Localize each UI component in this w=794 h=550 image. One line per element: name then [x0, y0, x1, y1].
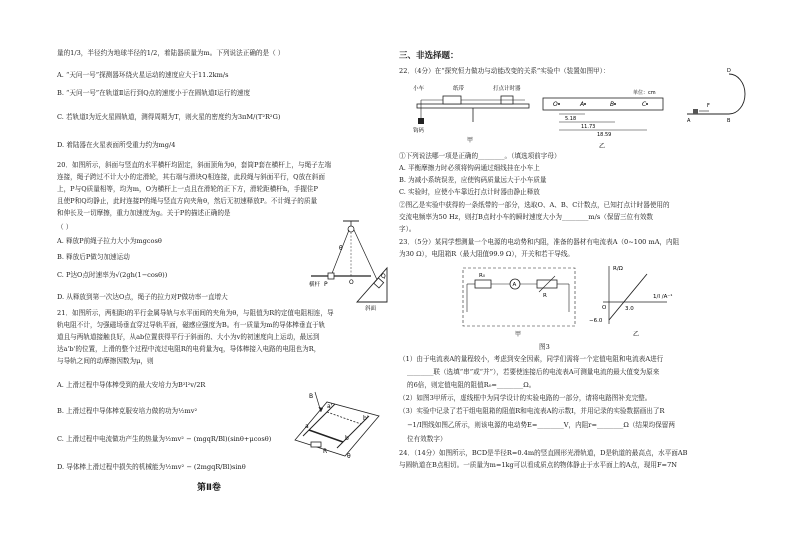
q19-option-d: D. 着陆器在火星表面所受重力约为mg/4 [57, 141, 176, 149]
q23-figure [457, 262, 677, 346]
q22-figure [413, 78, 723, 150]
q22-stem: 22．（4分）在“探究恒力做功与动能改变的关系”实验中（装置如图甲）： [399, 67, 610, 75]
label-weight: 钩码 [413, 128, 425, 134]
label-bar: 横杆 [309, 282, 321, 288]
label-jia: 甲 [515, 331, 522, 338]
q23-stem-2: 为30 Ω），电阻箱R（最大阻值99.9 Ω），开关和若干导线。 [399, 250, 575, 258]
tick-minus-6: −6.0 [589, 318, 603, 324]
graph-line [609, 274, 647, 320]
q23-part-2: （2）如图3甲所示，虚线框中为同学设计的实验电路的一部分，请将电路图补充完整。 [399, 394, 652, 402]
label-o: O [349, 279, 354, 286]
tick-3: 3.0 [625, 306, 634, 312]
q24-diagram [685, 64, 745, 126]
block [693, 109, 698, 114]
label-theta: θ [347, 453, 351, 460]
q22-sub-2c: 字）。 [399, 225, 416, 233]
label-a: A [687, 118, 691, 124]
q20-figure [309, 218, 389, 312]
label-y-axis: R/Ω [613, 266, 623, 272]
label-incline: 斜面 [365, 306, 377, 312]
label-tape: 纸带 [453, 86, 465, 92]
label-d: D [727, 68, 731, 74]
dim-label-ob: 11.73 [581, 124, 596, 130]
point-a [584, 103, 586, 105]
q21-line-4: 达a'b'的位置，上滑的整个过程中流过电阻R的电荷量为q，导体棒接入电路的电阻也为R， [57, 345, 321, 353]
label-timer: 打点计时器 [493, 86, 521, 92]
q23-part-1c: 的6倍，则定值电阻的阻值R₀=________Ω。 [407, 381, 536, 389]
resistor-r [311, 442, 321, 447]
label-a: A [580, 101, 585, 108]
label-r0: R₀ [479, 273, 486, 279]
q19-option-b: B. “天问一号”在轨道Ⅱ运行到Q点的速度小于在圆轨道Ⅰ运行的速度 [57, 89, 251, 97]
q23-part-1b: ________联（选填“串”或“并”），若要使连接后的电流表A可测量电流的最大值变为原来 [407, 368, 660, 376]
label-q: Q [381, 273, 386, 280]
q20-option-c: C. P达O点时速率为√(2gh(1−cosθ)) [57, 271, 168, 279]
label-yi: 乙 [599, 143, 606, 150]
q21-option-b: B. 上滑过程中导体棒克服安培力做的功为½mv² [57, 407, 198, 415]
q24-figure [685, 64, 745, 126]
label-b-prime: b' [363, 415, 369, 422]
q21-line-3: 道且与两轨道接触良好，从ab位置获得平行于斜面的、大小为v的初速度向上运动，最远到 [57, 333, 320, 341]
point-c [646, 103, 648, 105]
q22-sub-2b: 交流电频率为50 Hz，则打B点时小车的瞬时速度大小为________m/s（保留三位有效数 [399, 213, 654, 221]
label-f: F [707, 103, 710, 109]
rope-left [331, 230, 349, 276]
label-o: O [553, 101, 558, 108]
q22-option-b: B. 为减小系统误差，应使钩码质量远大于小车质量 [399, 176, 547, 184]
q23-part-1a: （1）由于电流表A的量程较小，考虑到安全因素，同学们需将一个定值电阻和电流表A进行 [399, 355, 664, 363]
sleeve-p [328, 273, 334, 279]
q19-option-c: C. 若轨道Ⅰ为近火星圆轨道，测得周期为T，则火星的密度约为3πM/(T²R²G) [57, 113, 281, 121]
label-b: B [610, 101, 615, 108]
label-p: P [324, 281, 328, 288]
label-origin: O [602, 305, 607, 311]
q23-part-3a: （3）实验中记录了若干组电阻箱的阻值R和电流表A的示数I，并用记录的实验数据画出了R [399, 407, 665, 415]
q21-line-2: 轨电阻不计，匀强磁场垂直穿过导轨平面，磁感应强度为B。有一质量为m的导体棒垂直于轨 [57, 321, 326, 329]
label-unit: 单位：cm [633, 90, 656, 96]
label-ammeter: A [512, 282, 517, 288]
dim-label-oc: 18.59 [597, 132, 612, 138]
q22-option-c: C. 实验时，应使小车靠近打点计时器由静止释放 [399, 188, 540, 196]
q21-diagram [285, 362, 385, 462]
label-field-b: B [309, 393, 314, 400]
label-yi: 乙 [633, 331, 640, 338]
q21-option-a: A. 上滑过程中导体棒受到的最大安培力为B²l²v/2R [57, 381, 206, 389]
q20-option-d: D. 从释放到第一次达O点，绳子的拉力对P做功率一直增大 [57, 293, 228, 301]
q21-option-d: D. 导体棒上滑过程中损失的机械能为½mv² − (2mgqR/Bl)sinθ [57, 463, 246, 471]
q22-diagram [413, 78, 723, 150]
q22-sub-2: ②图乙是实验中获得的一条纸带的一部分，选取O、A、B、C计数点，已知打点计时器使用的 [399, 201, 670, 209]
label-r: R [543, 293, 547, 299]
q20-line-2: 连接，绳子跨过不计大小的定滑轮，其右端与滑块Q相连接，此段绳与斜面平行，Q放在斜面 [57, 173, 325, 181]
q21-option-c: C. 上滑过程中电流做功产生的热量为½mv² − (mgqR/Bl)(sinθ+μcosθ) [57, 435, 272, 443]
label-a: a [305, 423, 309, 430]
q21-figure [285, 362, 385, 462]
q21-line-1: 21．如图所示，两相距l的平行金属导轨与水平面间的夹角为θ，与阻值为R的定值电阻相连，导 [57, 309, 334, 317]
q23-stem-1: 23．（5分）某同学想测量一个电源的电动势和内阻，准备的器材有电流表A（0~100 mA，内阻 [399, 238, 680, 246]
q19-option-a: A. “天问一号”探测器环绕火星运动的速度应大于11.2km/s [57, 71, 229, 79]
point-o [558, 103, 560, 105]
q20-line-3: 上，P与Q质量相等，均为m，O为横杆上一点且在滑轮的正下方，滑轮距横杆h，手握住P [57, 185, 318, 193]
label-c: C [642, 101, 647, 108]
label-theta: θ [339, 245, 343, 252]
q20-option-b: B. 释放后P做匀加速运动 [57, 253, 130, 261]
circular-track [729, 74, 745, 114]
point-b [614, 103, 616, 105]
q24-line-2: 与圆轨道在B点相切。一质量为m=1kg可以看成质点的物体静止于水平面上的A点，现用F=7N [399, 461, 678, 469]
label-x-axis: 1/I /A⁻¹ [653, 294, 673, 300]
resistor-r0 [475, 280, 491, 288]
label-b: B [727, 118, 731, 124]
label-cart: 小车 [413, 86, 425, 92]
hook-weight [418, 118, 424, 124]
q23-part-3c: 位有效数字） [407, 435, 447, 443]
q20-line-4: 且使P和Q均静止，此时连接P的绳与竖直方向夹角θ，然后无初速释放P。不计绳子的质量 [57, 197, 318, 205]
q20-line-1: 20．如图所示，斜面与竖直的水平横杆均固定，斜面顶角为θ，套筒P套在横杆上，与绳子左端 [57, 161, 331, 169]
label-a-prime: a' [327, 403, 333, 410]
track-board [417, 104, 529, 108]
rod-a-prime-b-prime [327, 412, 361, 424]
q21-line-5: 与导轨之间的动摩擦因数为μ，则 [57, 357, 154, 365]
section-3-title: 三、非选择题： [399, 51, 459, 61]
q20-line-5: 和伸长及一切摩擦，重力加速度为g。关于P的描述正确的是 [57, 209, 231, 217]
q23-diagram [457, 262, 677, 346]
q23-part-3b: −1/I图线如图乙所示，则该电源的电动势E=________V，内阻r=________Ω（结果均保留两 [407, 421, 675, 429]
label-r: R [323, 448, 328, 455]
q24-line-1: 24．（14分）如图所示，BCD是半径R=0.4m的竖直圆形光滑轨道，D是轨道的最高点，水平面AB [399, 449, 688, 457]
q20-paren: （ ） [57, 223, 73, 231]
dim-label-oa: 5.18 [565, 116, 577, 122]
label-b: b [345, 435, 349, 442]
q22-option-a: A. 平衡摩擦力时必须将钩码通过细线挂在小车上 [399, 164, 540, 172]
q20-diagram [309, 218, 389, 312]
label-jia: 甲 [467, 137, 474, 144]
rod-ab [309, 430, 343, 442]
section-2-title: 第Ⅱ卷 [197, 483, 221, 493]
cart [443, 96, 461, 104]
figure-3-caption: 图3 [539, 343, 550, 351]
q22-sub-1: ①下列说法哪一项是正确的________。（填选项前字母） [399, 152, 561, 160]
q19-stem-continued: 量的1/3，半径约为地球半径的1/2，着陆器质量为m。下列说法正确的是（ ） [57, 49, 285, 57]
q20-option-a: A. 释放P前绳子拉力大小为mgcosθ [57, 237, 162, 245]
